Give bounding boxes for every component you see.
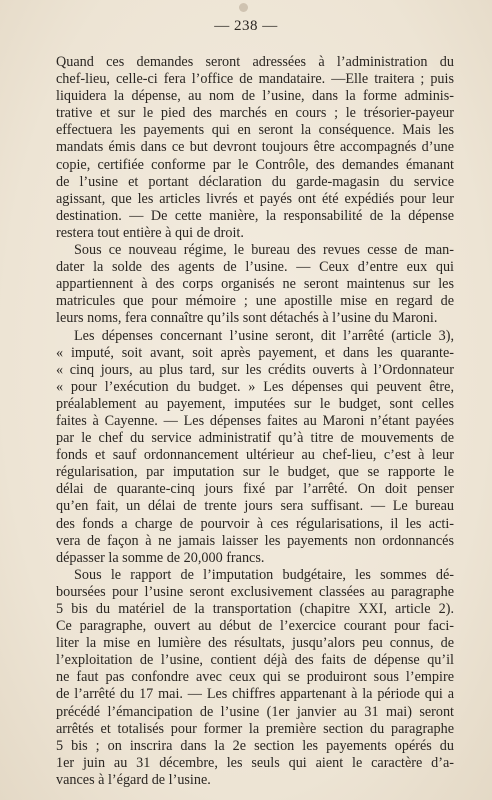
- text-line: de l’usine et portant déclaration du garde-magasin du service: [56, 173, 454, 190]
- text-line: vances à l’égard de l’usine.: [56, 771, 211, 788]
- text-line: de l’arrêté du 17 mai. — Les chiffres appartenant à la période qui a: [56, 686, 454, 703]
- text-line: Quand ces demandes seront adressées à l’administration du: [56, 54, 454, 70]
- text-line: par le chef du service administratif qu’à titre de mouvements de: [56, 430, 454, 447]
- text-line: vera de façon à ne jamais laisser les payements non ordonnancés: [56, 532, 454, 549]
- paragraph: [56, 328, 454, 567]
- text-line: Sous le rapport de l’imputation budgétaire, les sommes dé-: [74, 566, 454, 583]
- text-line: effectuera les payements qui en seront la conséquence. Mais les: [56, 122, 454, 139]
- text-line: précédé l’émancipation de l’usine (1er janvier au 31 mai) seront: [56, 703, 454, 720]
- text-line: restera tout entière à qui de droit.: [56, 224, 244, 241]
- text-line: leurs noms, fera connaître qu’ils sont détachés à l’usine du Maroni.: [56, 310, 438, 327]
- body-text: [56, 54, 454, 789]
- text-line: fonds et sauf ordonnancement ultérieur au chef-lieu, c’est à leur: [56, 447, 454, 464]
- text-line: régularisation, par imputation sur le budget, que se rapporte le: [56, 464, 454, 481]
- text-line: liquidera la dépense, au nom de l’usine, dans la forme adminis-: [56, 88, 454, 105]
- paragraph: [56, 54, 454, 242]
- page-number: — 238 —: [214, 18, 278, 34]
- text-line: l’exploitation de l’usine, contient déjà des faits de dépense qu’il: [56, 652, 454, 669]
- text-line: boursées pour l’usine seront exclusivement classées au paragraphe: [56, 583, 454, 600]
- text-line: arrêtés et totalisés pour former la première section du paragraphe: [56, 720, 454, 737]
- text-line: copie, certifiée conforme par le Contrôle, des demandes émanant: [56, 156, 454, 173]
- text-line: 5 bis du matériel de la transportation (chapitre XXI, article 2).: [56, 601, 454, 617]
- text-line: « imputé, soit avant, soit après payement, et dans les quarante-: [56, 344, 454, 361]
- text-line: agissant, que les articles livrés et payés ont été expédiés pour leur: [56, 190, 454, 207]
- text-line: liter la mise en lumière des résultats, jusqu’alors peu connus, de: [56, 635, 454, 652]
- text-line: mandats émis dans ce but devront toujours être accompagnés d’une: [56, 139, 454, 156]
- text-line: préalablement au payement, imputées sur le budget, sont celles: [56, 395, 454, 412]
- text-line: dater la solde des agents de l’usine. — Ceux d’entre eux qui: [56, 259, 454, 276]
- text-line: 5 bis ; on inscrira dans la 2e section les payements opérés du: [56, 737, 454, 754]
- text-line: Sous ce nouveau régime, le bureau des revues cesse de man-: [74, 242, 454, 259]
- text-line: faites à Cayenne. — Les dépenses faites au Maroni n’étant payées: [56, 412, 454, 429]
- text-line: Les dépenses concernant l’usine seront, dit l’arrêté (article 3),: [74, 327, 454, 344]
- text-line: dépasser la somme de 20,000 francs.: [56, 549, 265, 566]
- text-line: trative et sur le pied des marchés en cours ; le trésorier-payeur: [56, 105, 454, 122]
- text-line: ne faut pas confondre avec ceux qui se produiront sous l’empire: [56, 669, 454, 686]
- paragraph: [56, 242, 454, 327]
- text-line: destination. — De cette manière, la responsabilité de la dépense: [56, 207, 454, 224]
- paragraph: [56, 567, 454, 789]
- text-line: appartiennent à des corps organisés ne seront maintenus sur les: [56, 276, 454, 293]
- text-line: matricules que pour mémoire ; une apostille mise en regard de: [56, 293, 454, 310]
- text-line: « cinq jours, au plus tard, sur les crédits ouverts à l’Ordonnateur: [56, 361, 454, 378]
- text-line: des fonds a charge de pourvoir à ces régularisations, il les acti-: [56, 515, 454, 532]
- text-line: « pour l’exécution du budget. » Les dépenses qui peuvent être,: [56, 378, 454, 395]
- binding-hole: [239, 3, 248, 12]
- text-line: qu’en fait, un délai de trente jours sera suffisant. — Le bureau: [56, 498, 454, 515]
- text-line: chef-lieu, celle-ci fera l’office de mandataire. —Elle traitera ; puis: [56, 71, 454, 88]
- text-line: délai de quarante-cinq jours fixé par l’arrêté. On doit penser: [56, 481, 454, 498]
- text-line: Ce paragraphe, ouvert au début de l’exercice courant pour faci-: [56, 618, 454, 635]
- text-line: 1er juin au 31 décembre, les seuls qui aient le caractère d’a-: [56, 754, 454, 771]
